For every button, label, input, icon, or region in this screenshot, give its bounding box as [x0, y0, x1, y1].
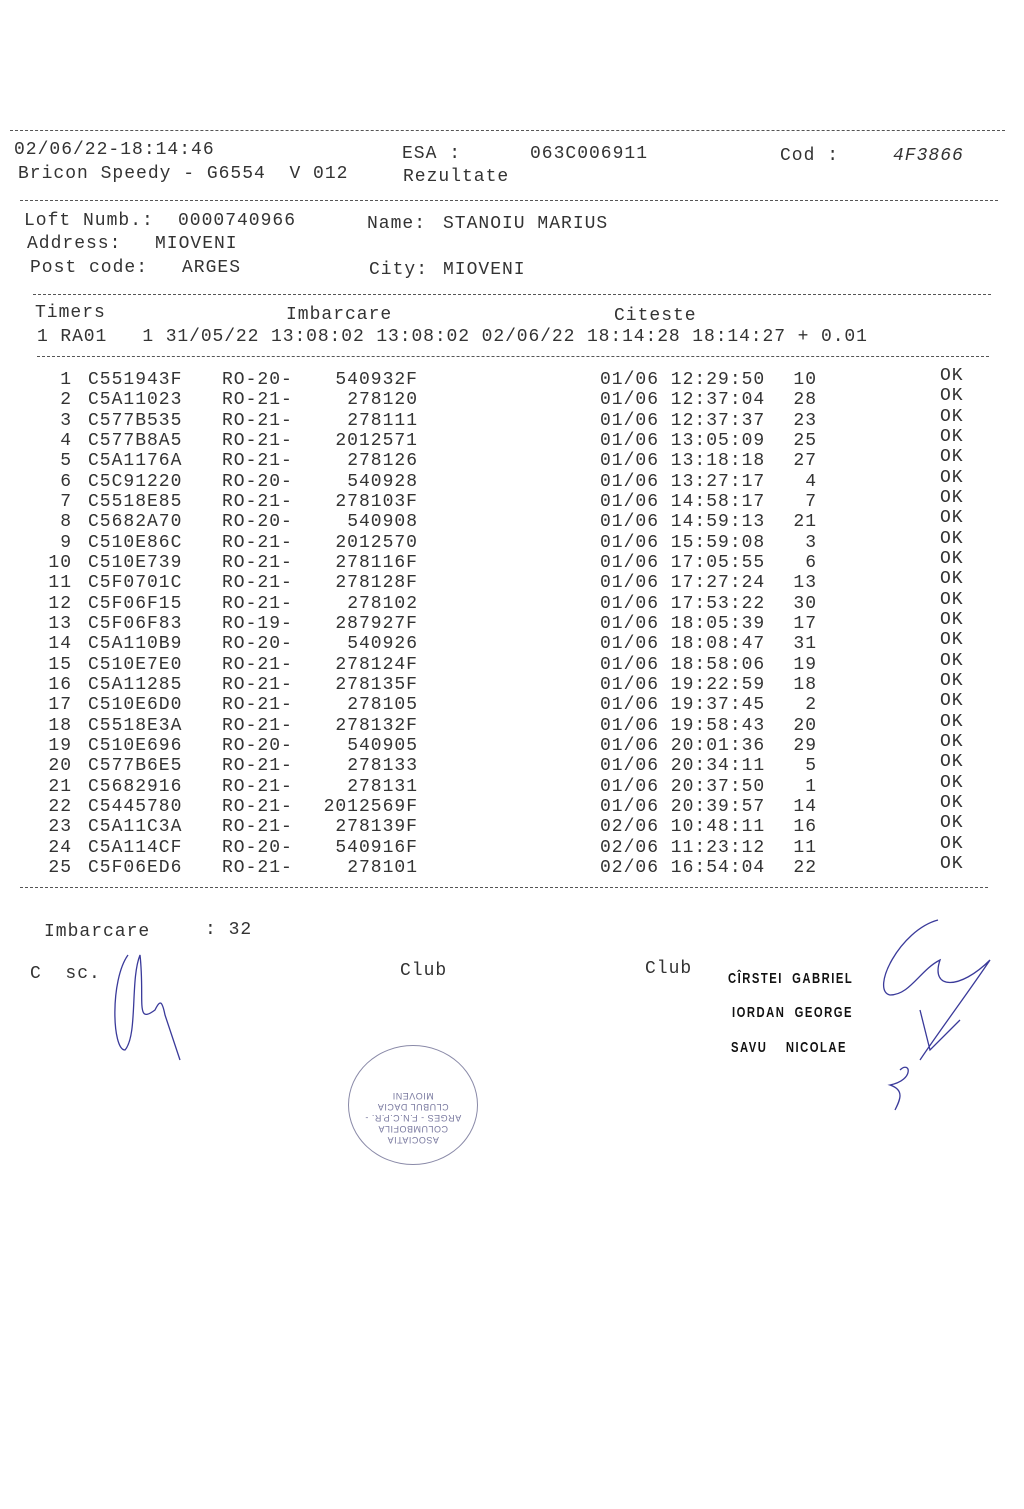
timer-line: 1 RA01 1 31/05/22 13:08:02 13:08:02 02/06/22 18:14:28 18:14:27 + 0.01 [37, 327, 868, 347]
row-arrival-time: 01/06 17:27:24 [600, 573, 766, 594]
row-ring-number: 278132F [335, 715, 418, 736]
row-ring-number: 278101 [347, 857, 418, 878]
csc-label: C sc. [30, 964, 101, 984]
row-code: C5F06F15 [88, 593, 183, 614]
row-ring-prefix: RO-21- [222, 715, 293, 736]
row-rank: 22 [793, 857, 817, 878]
table-row [0, 833, 1024, 858]
row-number: 20 [48, 756, 72, 777]
club-label-2: Club [645, 959, 693, 979]
table-row [0, 792, 1024, 817]
print-datetime: 02/06/22-18:14:46 [14, 140, 215, 160]
table-row [0, 569, 1024, 594]
row-status: OK [940, 731, 964, 752]
row-ring-number: 278124F [335, 654, 418, 675]
row-rank: 4 [805, 471, 817, 492]
row-ring-prefix: RO-21- [222, 430, 293, 451]
table-row [0, 650, 1024, 675]
table-row [0, 487, 1024, 512]
row-arrival-time: 01/06 19:37:45 [600, 695, 766, 716]
row-code: C577B6E5 [88, 756, 183, 777]
row-rank: 23 [793, 410, 817, 431]
row-rank: 2 [805, 695, 817, 716]
table-row [0, 589, 1024, 614]
row-code: C5A11C3A [88, 817, 183, 838]
row-number: 9 [60, 532, 72, 553]
row-ring-number: 540905 [347, 735, 418, 756]
row-status: OK [940, 711, 964, 732]
row-ring-number: 278103F [335, 491, 418, 512]
row-arrival-time: 02/06 10:48:11 [600, 817, 766, 838]
table-row [0, 426, 1024, 451]
row-arrival-time: 01/06 15:59:08 [600, 532, 766, 553]
row-arrival-time: 01/06 19:58:43 [600, 715, 766, 736]
row-code: C5F06F83 [88, 613, 183, 634]
imbarcare-total-value: : 32 [205, 920, 253, 940]
row-arrival-time: 01/06 20:34:11 [600, 756, 766, 777]
row-number: 11 [48, 573, 72, 594]
row-ring-number: 278133 [347, 756, 418, 777]
table-row [0, 731, 1024, 756]
row-ring-number: 287927F [335, 613, 418, 634]
club-stamp [348, 1045, 478, 1165]
row-ring-number: 278135F [335, 674, 418, 695]
cod-label: Cod : [780, 146, 840, 166]
table-row [0, 630, 1024, 655]
row-arrival-time: 01/06 13:05:09 [600, 430, 766, 451]
row-arrival-time: 01/06 18:05:39 [600, 613, 766, 634]
row-ring-number: 278111 [347, 410, 418, 431]
esa-label: ESA : [402, 144, 462, 164]
row-number: 16 [48, 674, 72, 695]
row-ring-prefix: RO-20- [222, 370, 293, 390]
row-code: C5A11285 [88, 674, 183, 695]
row-code: C577B535 [88, 410, 183, 431]
table-row [0, 366, 1024, 390]
row-arrival-time: 01/06 18:58:06 [600, 654, 766, 675]
row-arrival-time: 01/06 12:37:04 [600, 390, 766, 411]
row-ring-number: 278131 [347, 776, 418, 797]
row-arrival-time: 02/06 11:23:12 [600, 837, 766, 858]
row-rank: 13 [793, 573, 817, 594]
table-row [0, 813, 1024, 838]
row-status: OK [940, 772, 964, 793]
row-status: OK [940, 508, 964, 529]
committee-member-3: SAVU NICOLAE [731, 1039, 848, 1056]
row-status: OK [940, 752, 964, 773]
row-status: OK [940, 366, 964, 386]
row-ring-number: 2012570 [335, 532, 418, 553]
row-number: 1 [60, 370, 72, 390]
citeste-header: Citeste [614, 306, 697, 326]
row-rank: 10 [793, 370, 817, 390]
divider [10, 130, 1005, 131]
row-ring-prefix: RO-21- [222, 796, 293, 817]
table-row [0, 528, 1024, 553]
name-label: Name: [367, 214, 427, 234]
postcode-value: ARGES [182, 258, 242, 278]
row-code: C5518E85 [88, 491, 183, 512]
row-number: 3 [60, 410, 72, 431]
row-number: 10 [48, 552, 72, 573]
row-number: 12 [48, 593, 72, 614]
row-status: OK [940, 528, 964, 549]
table-row [0, 548, 1024, 573]
row-rank: 18 [793, 674, 817, 695]
row-rank: 21 [793, 512, 817, 533]
row-number: 5 [60, 451, 72, 472]
row-status: OK [940, 386, 964, 407]
row-ring-number: 2012571 [335, 430, 418, 451]
signature-right [860, 910, 1010, 1130]
row-number: 15 [48, 654, 72, 675]
row-number: 18 [48, 715, 72, 736]
row-rank: 6 [805, 552, 817, 573]
table-row [0, 853, 1024, 878]
row-ring-prefix: RO-19- [222, 613, 293, 634]
row-code: C510E6D0 [88, 695, 183, 716]
row-status: OK [940, 670, 964, 691]
row-code: C577B8A5 [88, 430, 183, 451]
stamp-text: ASOCIATIA COLUMBOFILA ARGES - F.N.C.P.R. - CLUBUL DACIA MIOVENI [364, 1091, 462, 1145]
row-status: OK [940, 406, 964, 427]
address-label: Address: [27, 234, 122, 254]
row-ring-number: 540928 [347, 471, 418, 492]
row-ring-prefix: RO-20- [222, 634, 293, 655]
row-ring-prefix: RO-21- [222, 390, 293, 411]
row-ring-number: 540932F [335, 370, 418, 390]
row-code: C510E86C [88, 532, 183, 553]
row-rank: 3 [805, 532, 817, 553]
table-row [0, 467, 1024, 492]
divider [33, 294, 991, 295]
row-code: C5C91220 [88, 471, 183, 492]
row-status: OK [940, 630, 964, 651]
club-label-1: Club [400, 961, 448, 981]
row-ring-prefix: RO-21- [222, 857, 293, 878]
row-arrival-time: 01/06 17:53:22 [600, 593, 766, 614]
table-row [0, 691, 1024, 716]
postcode-label: Post code: [30, 258, 149, 278]
row-rank: 25 [793, 430, 817, 451]
row-status: OK [940, 853, 964, 874]
table-row [0, 447, 1024, 472]
committee-member-1: CÎRSTEI GABRIEL [728, 970, 854, 987]
row-ring-number: 278139F [335, 817, 418, 838]
esa-value: 063C006911 [530, 144, 649, 164]
table-row [0, 508, 1024, 533]
row-status: OK [940, 569, 964, 590]
row-rank: 17 [793, 613, 817, 634]
row-ring-prefix: RO-21- [222, 593, 293, 614]
row-arrival-time: 01/06 20:39:57 [600, 796, 766, 817]
row-status: OK [940, 792, 964, 813]
row-code: C5A110B9 [88, 634, 183, 655]
row-arrival-time: 02/06 16:54:04 [600, 857, 766, 878]
row-rank: 30 [793, 593, 817, 614]
row-number: 25 [48, 857, 72, 878]
row-status: OK [940, 467, 964, 488]
row-ring-number: 540926 [347, 634, 418, 655]
row-ring-prefix: RO-21- [222, 674, 293, 695]
table-row [0, 670, 1024, 695]
row-number: 7 [60, 491, 72, 512]
name-value: STANOIU MARIUS [443, 214, 609, 234]
row-ring-prefix: RO-20- [222, 512, 293, 533]
row-number: 23 [48, 817, 72, 838]
row-number: 24 [48, 837, 72, 858]
row-number: 21 [48, 776, 72, 797]
row-code: C510E7E0 [88, 654, 183, 675]
row-rank: 16 [793, 817, 817, 838]
row-rank: 7 [805, 491, 817, 512]
row-ring-prefix: RO-21- [222, 532, 293, 553]
table-row [0, 386, 1024, 411]
row-arrival-time: 01/06 14:59:13 [600, 512, 766, 533]
row-ring-number: 278126 [347, 451, 418, 472]
row-ring-prefix: RO-21- [222, 695, 293, 716]
row-ring-prefix: RO-21- [222, 756, 293, 777]
row-ring-prefix: RO-21- [222, 410, 293, 431]
row-code: C5A11023 [88, 390, 183, 411]
row-arrival-time: 01/06 19:22:59 [600, 674, 766, 695]
row-status: OK [940, 548, 964, 569]
row-number: 8 [60, 512, 72, 533]
row-rank: 28 [793, 390, 817, 411]
table-row [0, 752, 1024, 777]
row-arrival-time: 01/06 14:58:17 [600, 491, 766, 512]
row-arrival-time: 01/06 20:37:50 [600, 776, 766, 797]
row-number: 6 [60, 471, 72, 492]
row-rank: 20 [793, 715, 817, 736]
row-arrival-time: 01/06 12:37:37 [600, 410, 766, 431]
city-label: City: [369, 260, 429, 280]
table-row [0, 406, 1024, 431]
row-code: C5A1176A [88, 451, 183, 472]
row-ring-prefix: RO-21- [222, 776, 293, 797]
row-ring-number: 278102 [347, 593, 418, 614]
row-rank: 27 [793, 451, 817, 472]
row-rank: 31 [793, 634, 817, 655]
signature-left [100, 940, 200, 1070]
row-status: OK [940, 833, 964, 854]
row-code: C5F0701C [88, 573, 183, 594]
timers-header: Timers [35, 303, 106, 323]
row-number: 14 [48, 634, 72, 655]
row-code: C510E739 [88, 552, 183, 573]
row-ring-prefix: RO-21- [222, 451, 293, 472]
row-rank: 11 [793, 837, 817, 858]
loft-label: Loft Numb.: [24, 211, 154, 231]
row-code: C5682A70 [88, 512, 183, 533]
row-code: C5682916 [88, 776, 183, 797]
loft-value: 0000740966 [178, 211, 297, 231]
divider [20, 200, 998, 201]
row-ring-prefix: RO-20- [222, 471, 293, 492]
row-code: C510E696 [88, 735, 183, 756]
city-value: MIOVENI [443, 260, 526, 280]
cod-value: 4F3866 [893, 146, 964, 166]
divider [20, 887, 988, 888]
row-status: OK [940, 609, 964, 630]
row-status: OK [940, 447, 964, 468]
row-status: OK [940, 426, 964, 447]
row-ring-prefix: RO-20- [222, 735, 293, 756]
imbarcare-header: Imbarcare [286, 305, 393, 325]
table-row [0, 609, 1024, 634]
row-ring-number: 278105 [347, 695, 418, 716]
row-ring-prefix: RO-21- [222, 654, 293, 675]
row-status: OK [940, 589, 964, 610]
committee-member-2: IORDAN GEORGE [732, 1004, 854, 1021]
device-name: Bricon Speedy - G6554 V 012 [18, 164, 349, 184]
row-number: 2 [60, 390, 72, 411]
row-rank: 14 [793, 796, 817, 817]
row-ring-number: 278116F [335, 552, 418, 573]
row-ring-prefix: RO-21- [222, 573, 293, 594]
row-number: 22 [48, 796, 72, 817]
row-ring-number: 278120 [347, 390, 418, 411]
row-ring-prefix: RO-20- [222, 837, 293, 858]
row-status: OK [940, 650, 964, 671]
row-ring-number: 278128F [335, 573, 418, 594]
row-status: OK [940, 487, 964, 508]
row-ring-prefix: RO-21- [222, 491, 293, 512]
row-code: C5F06ED6 [88, 857, 183, 878]
row-status: OK [940, 691, 964, 712]
row-status: OK [940, 813, 964, 834]
row-code: C551943F [88, 370, 183, 390]
divider [37, 356, 989, 357]
row-ring-prefix: RO-21- [222, 817, 293, 838]
report-title: Rezultate [403, 167, 510, 187]
imbarcare-total-label: Imbarcare [44, 922, 151, 942]
row-rank: 5 [805, 756, 817, 777]
table-row [0, 772, 1024, 797]
row-ring-number: 2012569F [323, 796, 418, 817]
row-ring-number: 540908 [347, 512, 418, 533]
row-code: C5A114CF [88, 837, 183, 858]
row-rank: 19 [793, 654, 817, 675]
row-arrival-time: 01/06 20:01:36 [600, 735, 766, 756]
row-code: C5445780 [88, 796, 183, 817]
row-arrival-time: 01/06 12:29:50 [600, 370, 766, 390]
row-rank: 29 [793, 735, 817, 756]
row-ring-prefix: RO-21- [222, 552, 293, 573]
row-ring-number: 540916F [335, 837, 418, 858]
table-row [0, 711, 1024, 736]
row-number: 17 [48, 695, 72, 716]
row-rank: 1 [805, 776, 817, 797]
row-number: 13 [48, 613, 72, 634]
row-arrival-time: 01/06 18:08:47 [600, 634, 766, 655]
row-number: 4 [60, 430, 72, 451]
row-arrival-time: 01/06 17:05:55 [600, 552, 766, 573]
address-value: MIOVENI [155, 234, 238, 254]
row-number: 19 [48, 735, 72, 756]
row-code: C5518E3A [88, 715, 183, 736]
row-arrival-time: 01/06 13:27:17 [600, 471, 766, 492]
row-arrival-time: 01/06 13:18:18 [600, 451, 766, 472]
